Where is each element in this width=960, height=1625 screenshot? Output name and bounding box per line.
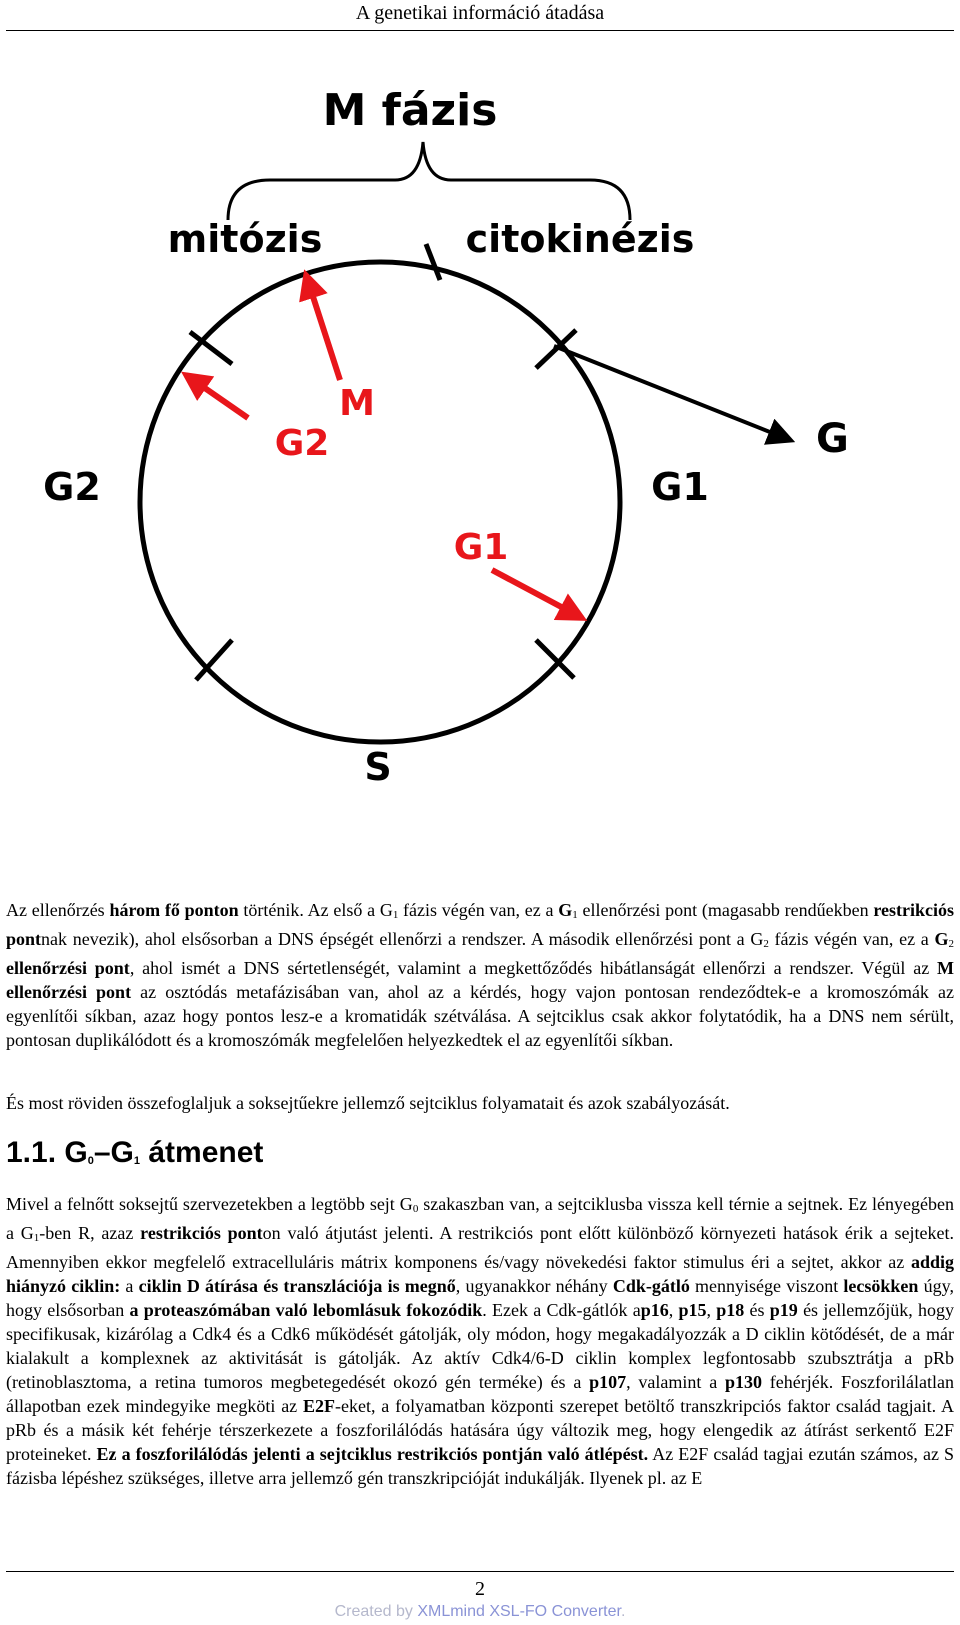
subscript: 2 — [763, 938, 769, 950]
text-run: . Ezek a Cdk-gátlók a — [482, 1300, 641, 1320]
cytokinesis-label: citokinézis — [465, 217, 695, 261]
g1-checkpoint-arrow — [492, 570, 582, 618]
text-run: az osztódás metafázisában van, ahol az a kérdés, hogy vajon pontosan rendeződtek-e a kromoszómák az egyenlítői síkban, azaz hogy pontos lesz-e a kromatidák szétválása. A sejtciklus csak akkor folytatódik, ha a DNS nem sérült, pontosan duplikálódott és a kromoszómák megfelelően helyezkedtek el az egyenlítői síkban. — [6, 982, 954, 1050]
text-run: mennyisége viszont — [689, 1276, 844, 1296]
emphasis: p19 — [769, 1300, 798, 1320]
text-run: a — [120, 1276, 139, 1296]
text-run: , — [706, 1300, 717, 1320]
section-number: 1.1. — [6, 1136, 57, 1169]
page-number: 2 — [475, 1578, 485, 1600]
s-phase-label: S — [364, 745, 392, 789]
subscript: 1 — [572, 909, 578, 921]
text-run: szakaszban van, a sejtciklusba vissza kell térnie a sejtnek. Ez lényegében a G — [6, 1194, 955, 1243]
section-heading — [6, 1133, 263, 1181]
emphasis: Ez a foszforilálódás jelenti a sejtciklus restrikciós pontján való átlépést. — [96, 1444, 649, 1464]
emphasis: addig hiányzó ciklin: — [6, 1252, 954, 1296]
emphasis: p15 — [678, 1300, 707, 1320]
mitosis-label: mitózis — [167, 217, 323, 261]
text-run: -eket, a folyamatban központi szerepet betöltő transzkripciós faktor család tagjait. A pRb és a másik két fehérje térszerkezete a foszforilálódás hatására úgy változik meg, hogy elengedik az átírást serkentő E2F proteineket. — [6, 1396, 955, 1464]
footer-credit — [0, 1601, 960, 1623]
footer-divider — [6, 1571, 954, 1572]
emphasis: G — [558, 900, 573, 920]
text-run: fehérjék. Foszforilálatlan állapotban ezek mindegyike megköti az — [6, 1372, 954, 1416]
paragraph-summary: És most röviden összefoglaljuk a soksejtűekre jellemző sejtciklus folyamatait és azok szabályozását. — [6, 1093, 730, 1113]
emphasis: ciklin D átírása és transzlációja is megnő — [138, 1276, 456, 1296]
emphasis: restrikciós pont — [140, 1223, 263, 1243]
emphasis: Cdk-gátló — [612, 1276, 690, 1296]
emphasis: p18 — [716, 1300, 745, 1320]
emphasis: ellenőrzési pont — [6, 958, 130, 978]
text-run: , — [668, 1300, 679, 1320]
text-run: és jellemzőjük, hogy specifikusak, kizárólag a Cdk4 és a Cdk6 működését gátolják, oly módon, hogy megakadályozzák a D ciklin kötődését, de a már kialakult a komplexnek az aktivitását is gátolják. Az aktív Cdk4/6-D ciklin komplex legfontosabb szubsztrátja a pRb (retinoblasztoma, a retina tumoros megbetegedését okozó gén terméke) és a — [6, 1300, 955, 1392]
m-phase-label: M fázis — [322, 85, 498, 136]
text-run: , ugyanakkor néhány — [455, 1276, 613, 1296]
emphasis: lecsökken — [843, 1276, 919, 1296]
text-run: Mivel a felnőtt soksejtű szervezetekben a legtöbb sejt G — [6, 1194, 413, 1214]
credit-prefix: Created by — [334, 1603, 418, 1620]
text-run: Az E2F család tagjai ezután számos, az S fázisba lépéshez szükséges, illetve arra jellemző gén transzkripcióját indukálják. Ilyenek pl. az E — [6, 1444, 955, 1488]
m-phase-bracket — [228, 142, 630, 220]
emphasis: G — [934, 929, 949, 949]
subscript: 1 — [392, 909, 399, 921]
cell-cycle-diagram — [0, 70, 960, 810]
text-run: úgy, hogy elsősorban — [6, 1276, 954, 1320]
paragraph-checkpoints — [6, 898, 954, 1052]
g0-label: G — [816, 416, 849, 462]
tick-lower-right — [536, 640, 574, 678]
text-run: fázis végén van, ez a — [768, 929, 935, 949]
section-g: G — [64, 1136, 88, 1169]
emphasis: M ellenőrzési pont — [6, 958, 955, 1002]
text-run: történik. Az első a G — [238, 900, 393, 920]
emphasis: restrikciós pont — [6, 900, 954, 949]
text-run: , ahol ismét a DNS sértetlenségét, valamint a megkettőződés hibátlanságát ellenőrzi a rendszer. Végül az — [129, 958, 938, 978]
credit-suffix: . — [620, 1603, 626, 1620]
subscript: 1 — [33, 1232, 40, 1244]
emphasis: három fő ponton — [109, 900, 239, 920]
emphasis: p107 — [589, 1372, 627, 1392]
g1-checkpoint-label: G1 — [453, 527, 509, 568]
emphasis: p130 — [724, 1372, 762, 1392]
text-run: fázis végén van, ez a — [398, 900, 559, 920]
subscript: 1 — [133, 1155, 141, 1167]
subscript: 0 — [412, 1203, 419, 1215]
text-run: -ben R, azaz — [39, 1223, 141, 1243]
emphasis: p16 — [640, 1300, 669, 1320]
m-checkpoint-label: M — [339, 383, 375, 424]
text-run: Az ellenőrzés — [6, 900, 110, 920]
g1-phase-label: G1 — [651, 465, 709, 509]
g2-checkpoint-arrow — [186, 375, 248, 418]
paragraph-g0-g1 — [6, 1192, 954, 1490]
text-run: és — [744, 1300, 770, 1320]
subscript: 2 — [948, 938, 954, 950]
cell-cycle-circle — [140, 262, 620, 742]
text-run: ellenőrzési pont (magasabb rendűekben — [577, 900, 874, 920]
emphasis: E2F — [303, 1396, 336, 1416]
section-rest: átmenet — [140, 1136, 264, 1169]
g2-phase-label: G2 — [43, 465, 101, 509]
g0-exit-arrow — [554, 346, 790, 440]
credit-brand-link[interactable]: XMLmind XSL-FO Converter — [417, 1603, 621, 1620]
g2-checkpoint-label: G2 — [274, 423, 330, 464]
section-dash: –G — [93, 1136, 134, 1169]
subscript: 0 — [87, 1155, 94, 1167]
text-run: on való átjutást jelenti. A restrikciós pont előtt különböző környezeti hatások érik a sejteket. Amennyiben ekkor megfelelő extracelluláris mátrix komponens és/vagy növekedési faktor stimulus éri a sejtet, akkor az — [6, 1223, 954, 1272]
document-title: A genetikai információ átadása — [355, 2, 605, 24]
m-checkpoint-arrow — [306, 275, 340, 380]
page-header — [6, 0, 954, 31]
tick-top — [426, 244, 440, 280]
text-run: , valamint a — [626, 1372, 725, 1392]
emphasis: a proteaszómában való lebomlásuk fokozódik — [129, 1300, 483, 1320]
text-run: nak nevezik), ahol elsősorban a DNS épségét ellenőrzi a rendszer. A második ellenőrzési pont a G — [41, 929, 764, 949]
